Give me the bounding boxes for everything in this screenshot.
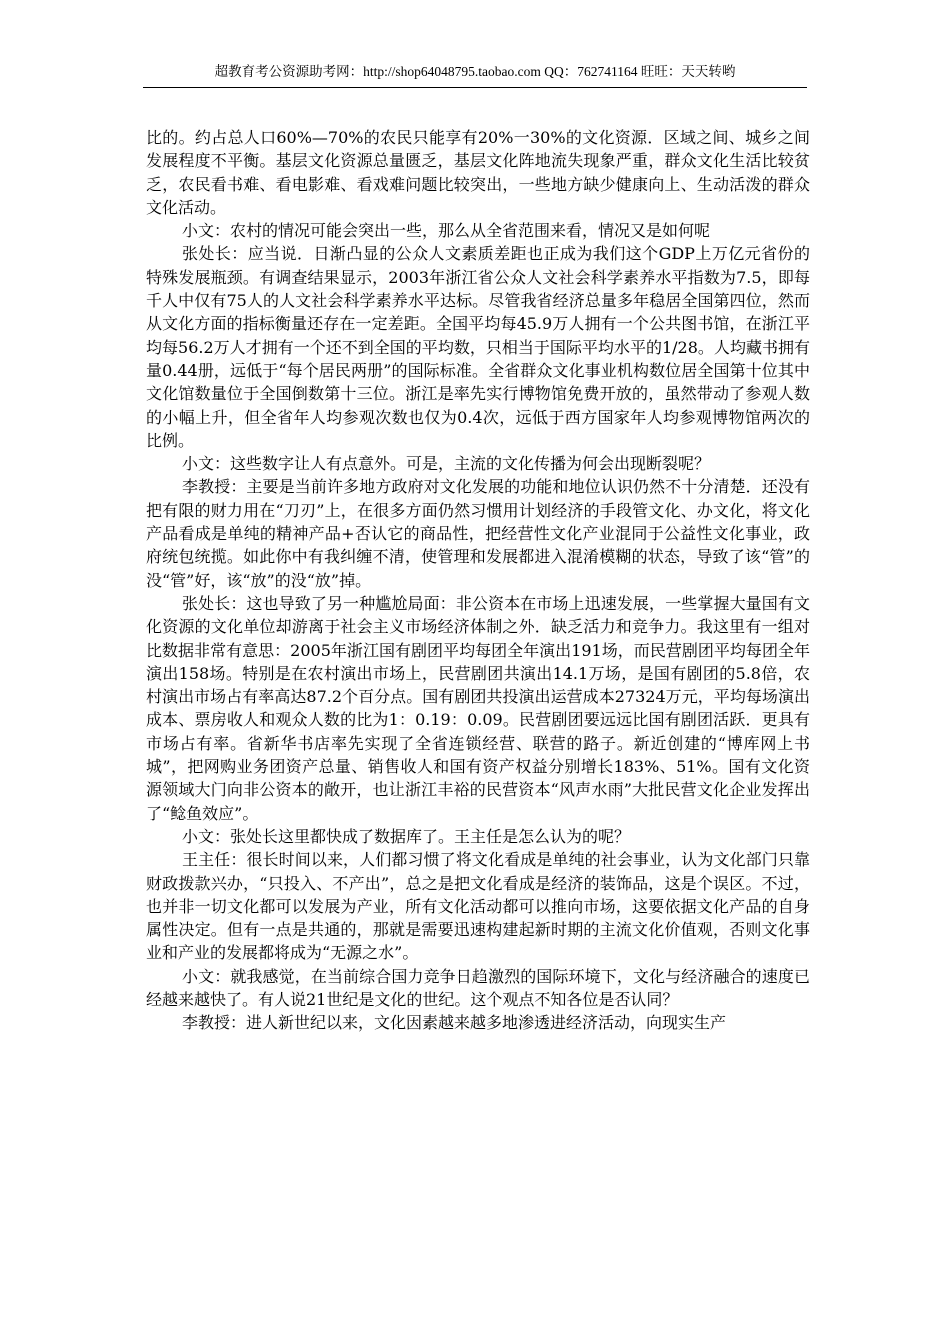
body-text — [146, 126, 810, 1035]
paragraph: 小文：张处长这里都快成了数据库了。王主任是怎么认为的呢？ — [182, 826, 631, 846]
paragraph: 王主任：很长时间以来，人们都习惯了将文化看成是单纯的社会事业，认为文化部门只靠财政拨款兴办，“只投入、不产出”，总之是把文化看成是经济的装饰品，这是个误区。不过，也并非一切文化都可以发展为产业，所有文化活动都可以推向市场，这要依据文化产品的自身属性决定。但有一点是共通的，那就是需要迅速构建起新时期的主流文化价值观，否则文化事业和产业的发展都将成为“无源之水”。 — [146, 850, 810, 963]
paragraph: 张处长：应当说．日渐凸显的公众人文素质差距也正成为我们这个GDP上万亿元省份的特殊发展瓶颈。有调查结果显示，2003年浙江省公众人文社会科学素养水平指数为7.5，即每千人中仅有75人的人文社会科学素养水平达标。尽管我省经济总量多年稳居全国第四位，然而从文化方面的指标衡量还存在一定差距。全国平均每45.9万人拥有一个公共图书馆，在浙江平均每56.2万人才拥有一个还不到全国的平均数，只相当于国际平均水平的1/28。人均藏书拥有量0.44册，远低于“每个居民两册”的国际标准。全省群众文化事业机构数位居全国第十位其中文化馆数量位于全国倒数第十三位。浙江是率先实行博物馆免费开放的，虽然带动了参观人数的小幅上升，但全省年人均参观次数也仅为0.4次，远低于西方国家年人均参观博物馆两次的比例。 — [146, 244, 810, 450]
paragraph: 张处长：这也导致了另一种尴尬局面：非公资本在市场上迅速发展，一些掌握大量国有文化资源的文化单位却游离于社会主义市场经济体制之外．缺乏活力和竞争力。我这里有一组对比数据非常有意思：2005年浙江国有剧团平均每团全年演出191场，而民营剧团平均每团全年演出158场。特别是在农村演出市场上，民营剧团共演出14.1万场，是国有剧团的5.8倍，农村演出市场占有率高达87.2个百分点。国有剧团共投演出运营成本27324万元，平均每场演出成本、票房收人和观众人数的比为1：0.19：0.09。民营剧团要远远比国有剧团活跃．更具有市场占有率。省新华书店率先实现了全省连锁经营、联营的路子。新近创建的“博库网上书城”，把网购业务团资产总量、销售收人和国有资产权益分别增长183%、51%。国有文化资源领域大门向非公资本的敞开，也让浙江丰裕的民营资本“风声水雨”大批民营文化企业发挥出了“鲶鱼效应”。 — [146, 593, 810, 823]
header-rule — [143, 87, 807, 88]
paragraph: 小文：农村的情况可能会突出一些，那么从全省范围来看，情况又是如何呢 — [182, 221, 711, 241]
paragraph: 小文：就我感觉，在当前综合国力竞争日趋激烈的国际环境下，文化与经济融合的速度已经越来越快了。有人说21世纪是文化的世纪。这个观点不知各位是否认同？ — [146, 966, 810, 1009]
paragraph: 小文：这些数字让人有点意外。可是，主流的文化传播为何会出现断裂呢？ — [182, 454, 711, 474]
paragraph: 李教授：主要是当前许多地方政府对文化发展的功能和地位认识仍然不十分清楚．还没有把有限的财力用在“刀刃”上，在很多方面仍然习惯用计划经济的手段管文化、办文化，将文化产品看成是单纯的精神产品+否认它的商品性，把经营性文化产业混同于公益性文化事业，政府统包统揽。如此你中有我纠缠不清，使管理和发展都进入混淆模糊的状态，导致了该“管”的没“管”好，该“放”的没“放”掉。 — [146, 477, 810, 590]
paragraph: 李教授：进人新世纪以来，文化因素越来越多地渗透进经济活动，向现实生产 — [182, 1013, 727, 1033]
page-header: 超教育考公资源助考网：http://shop64048795.taobao.com QQ：762741164 旺旺：天天转哟 — [214, 64, 736, 79]
paragraph: 比的。约占总人口60%—70%的农民只能享有20%一30%的文化资源．区域之间、城乡之间发展程度不平衡。基层文化资源总量匮乏，基层文化阵地流失现象严重，群众文化生活比较贫乏，农民看书难、看电影难、看戏难问题比较突出，一些地方缺少健康向上、生动活泼的群众文化活动。 — [146, 128, 810, 217]
